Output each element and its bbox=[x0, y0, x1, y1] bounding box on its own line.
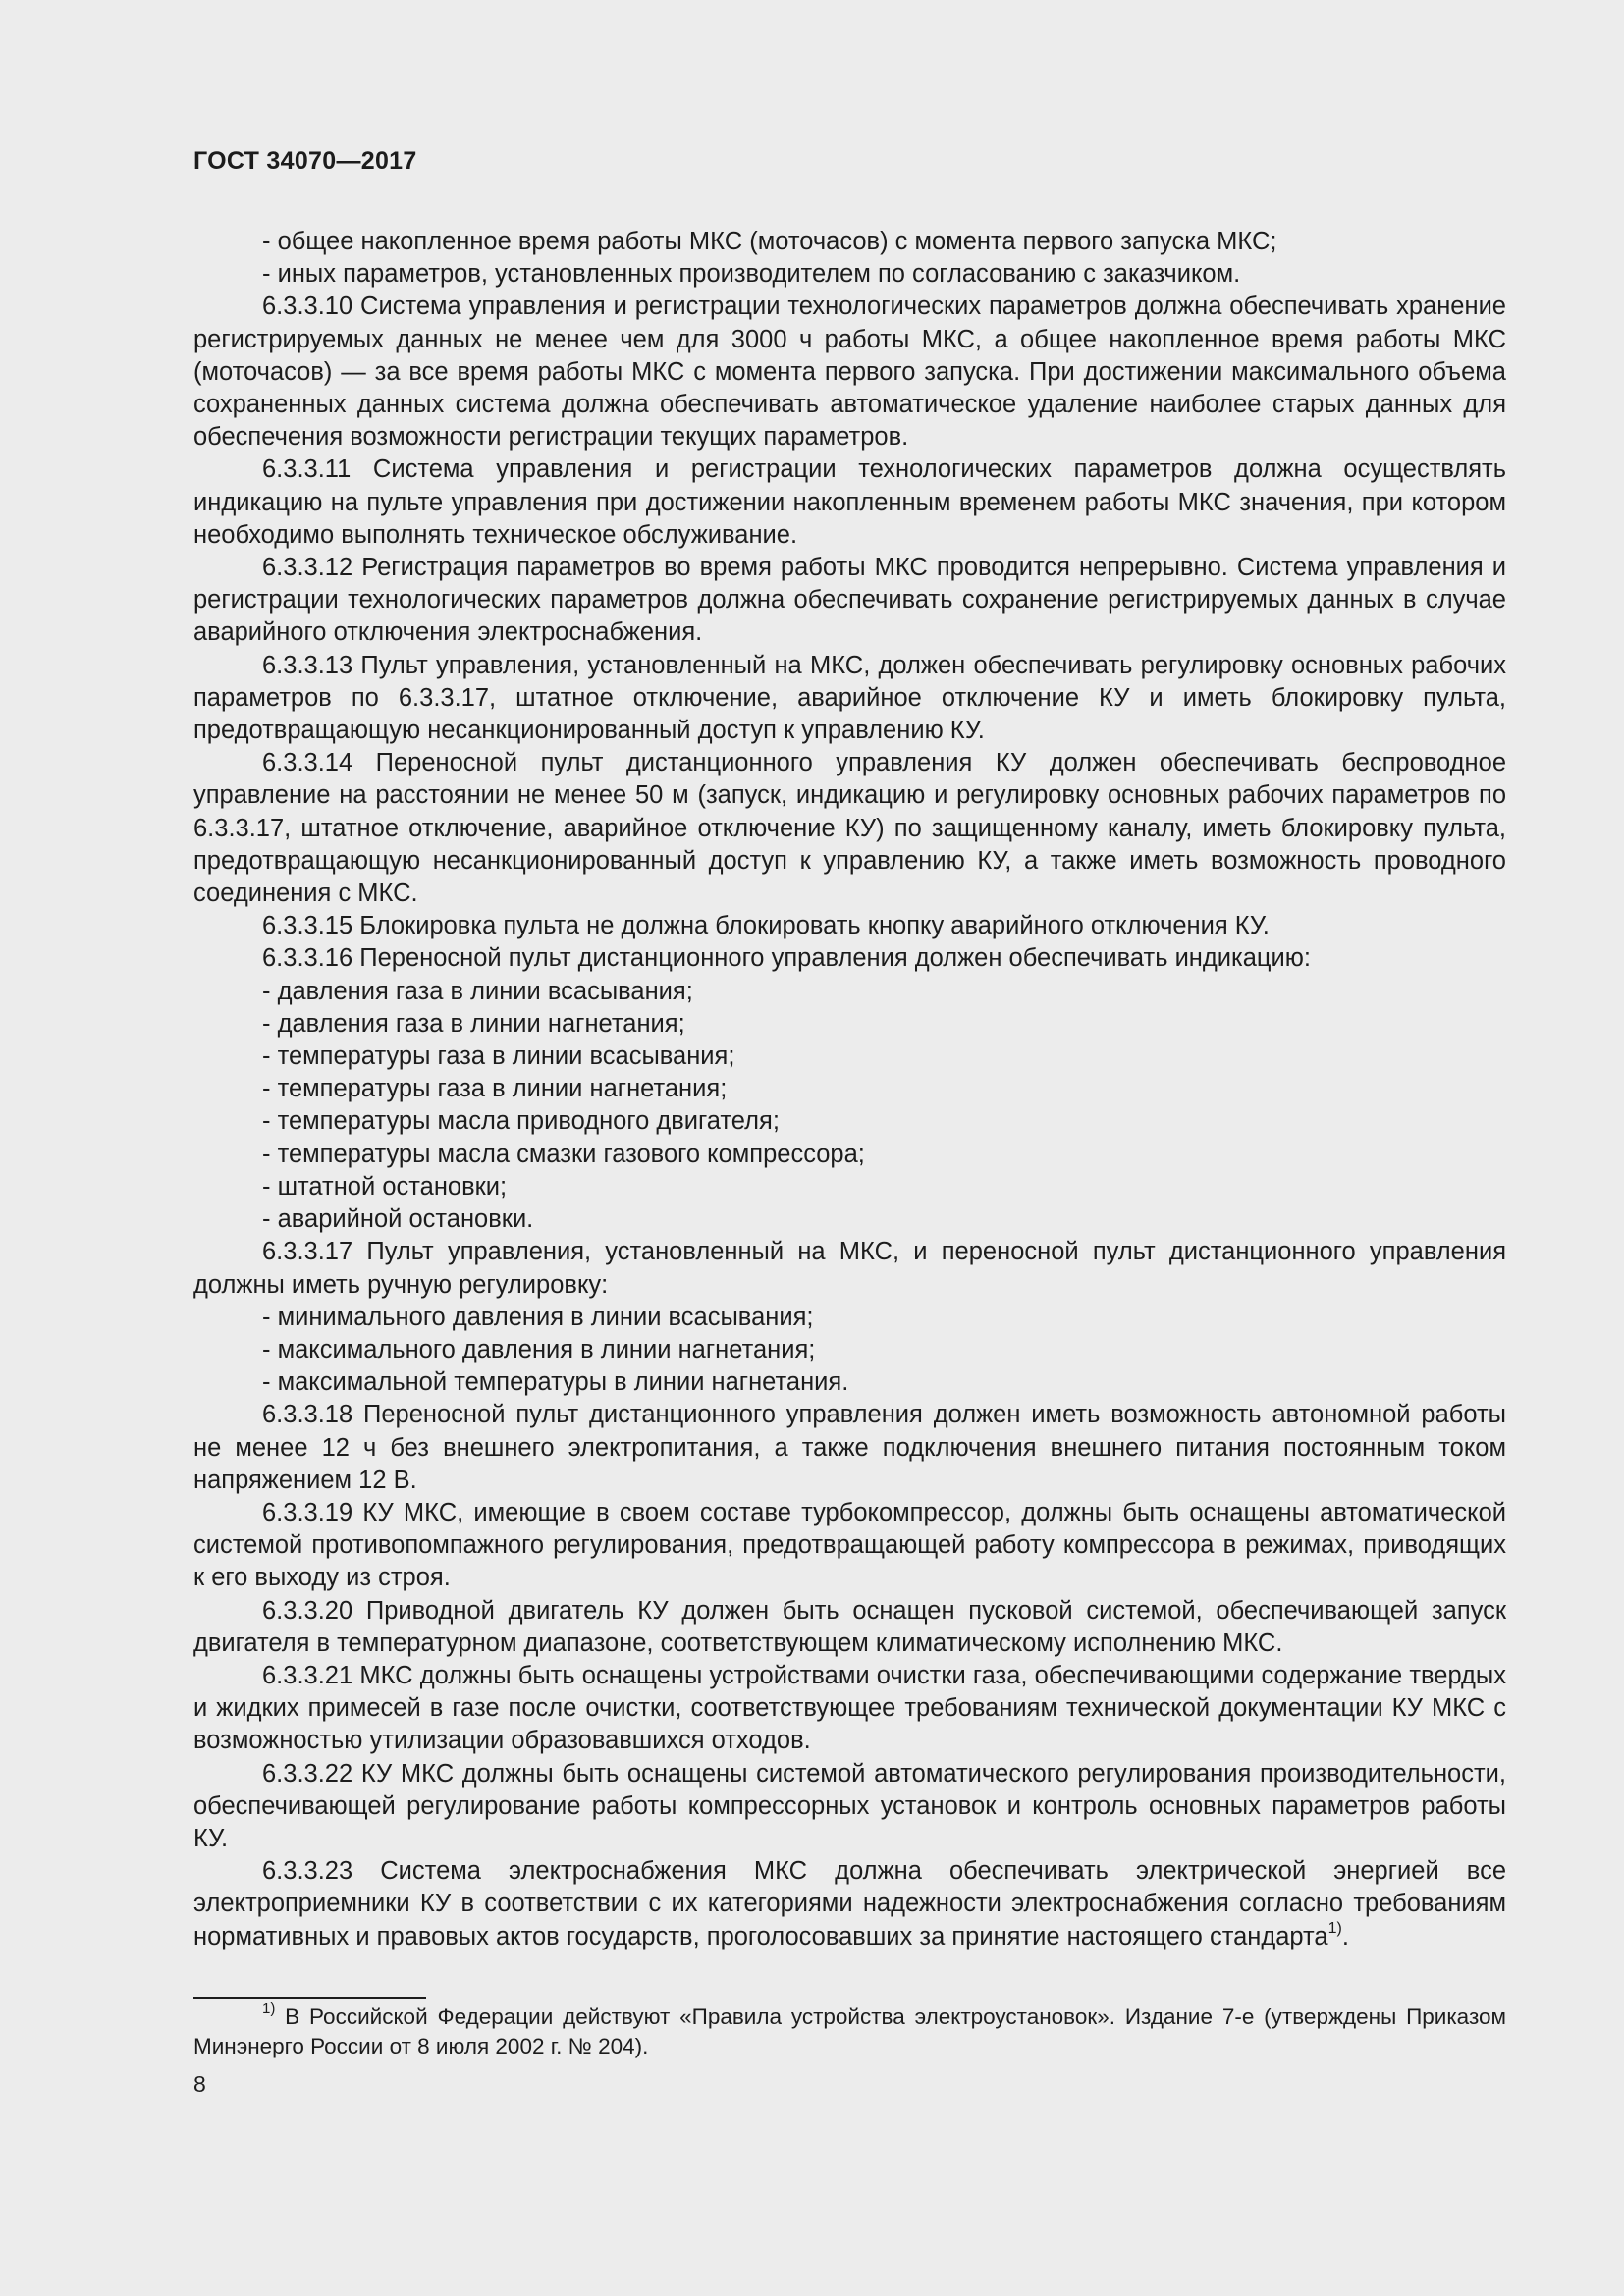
list-item: - температуры масла смазки газового компрессора; bbox=[262, 1140, 865, 1168]
paragraph: 6.3.3.12 Регистрация параметров во время работы МКС проводится непрерывно. Система управления и регистрации технологических параметров должна обеспечивать сохранение регистрируемых данных в случае аварийного отключения электроснабжения. bbox=[193, 554, 1506, 647]
paragraph: 6.3.3.22 КУ МКС должны быть оснащены системой автоматического регулирования производительности, обеспечивающей регулирование работы компрессорных установок и контроль основных параметров работы КУ. bbox=[193, 1759, 1506, 1852]
paragraph: 6.3.3.18 Переносной пульт дистанционного управления должен иметь возможность автономной работы не менее 12 ч без внешнего электропитания, а также подключения внешнего питания постоянным током напряжением 12 В. bbox=[193, 1401, 1506, 1494]
list-item: - температуры газа в линии всасывания; bbox=[262, 1042, 735, 1071]
list-item: - минимального давления в линии всасывания; bbox=[262, 1303, 814, 1331]
footnote-reference[interactable]: 1) bbox=[1327, 1920, 1342, 1938]
list-item: - давления газа в линии всасывания; bbox=[262, 977, 693, 1005]
footnote-mark: 1) bbox=[262, 2000, 276, 2017]
list-item: - штатной остановки; bbox=[262, 1172, 508, 1201]
document-body bbox=[193, 226, 1506, 1953]
paragraph-last bbox=[193, 1855, 1506, 1953]
paragraph: 6.3.3.17 Пульт управления, установленный на МКС, и переносной пульт дистанционного управления должны иметь ручную регулировку: bbox=[193, 1238, 1506, 1299]
paragraph-text: 6.3.3.23 Система электроснабжения МКС должна обеспечивать электрической энергией все электроприемники КУ в соответствии с их категориями надежности электроснабжения согласно требованиям нормативных и правовых актов государств, проголосовавших за принятие настоящего стандарта bbox=[193, 1857, 1506, 1950]
paragraph: 6.3.3.11 Система управления и регистрации технологических параметров должна осуществлять индикацию на пульте управления при достижении накопленным временем работы МКС значения, при котором необходимо выполнять техническое обслуживание. bbox=[193, 455, 1506, 549]
list-item: - аварийной остановки. bbox=[262, 1205, 534, 1234]
list-item: - максимального давления в линии нагнетания; bbox=[262, 1335, 816, 1363]
paragraph: 6.3.3.16 Переносной пульт дистанционного управления должен обеспечивать индикацию: bbox=[262, 944, 1311, 973]
footnote-text: В Российской Федерации действуют «Правила устройства электроустановок». Издание 7-е (утверждены Приказом Минэнерго России от 8 июля 2002 г. № 204). bbox=[193, 2004, 1506, 2058]
footnote-divider bbox=[193, 1997, 426, 1999]
paragraph: 6.3.3.19 КУ МКС, имеющие в своем составе турбокомпрессор, должны быть оснащены автоматической системой противопомпажного регулирования, предотвращающей работу компрессора в режимах, приводящих к его выходу из строя. bbox=[193, 1498, 1506, 1592]
paragraph: 6.3.3.21 МКС должны быть оснащены устройствами очистки газа, обеспечивающими содержание твердых и жидких примесей в газе после очистки, соответствующее требованиям технической документации КУ МКС с возможностью утилизации образовавшихся отходов. bbox=[193, 1661, 1506, 1755]
list-item: - иных параметров, установленных производителем по согласованию с заказчиком. bbox=[262, 260, 1241, 289]
list-item: - максимальной температуры в линии нагнетания. bbox=[262, 1368, 849, 1397]
list-item: - температуры масла приводного двигателя; bbox=[262, 1107, 780, 1136]
paragraph: 6.3.3.14 Переносной пульт дистанционного управления КУ должен обеспечивать беспроводное управление на расстоянии не менее 50 м (запуск, индикацию и регулировку основных рабочих параметров по 6.3.3.17, штатное отключение, аварийное отключение КУ) по защищенному каналу, иметь блокировку пульта, предотвращающую несанкционированный доступ к управлению КУ, а также иметь возможность проводного соединения с МКС. bbox=[193, 749, 1506, 908]
paragraph: 6.3.3.20 Приводной двигатель КУ должен быть оснащен пусковой системой, обеспечивающей запуск двигателя в температурном диапазоне, соответствующем климатическому исполнению МКС. bbox=[193, 1596, 1506, 1657]
list-item: - давления газа в линии нагнетания; bbox=[262, 1009, 685, 1038]
page-number: 8 bbox=[193, 2071, 206, 2097]
document-header: ГОСТ 34070—2017 bbox=[193, 147, 417, 175]
paragraph: 6.3.3.15 Блокировка пульта не должна блокировать кнопку аварийного отключения КУ. bbox=[262, 912, 1270, 940]
paragraph: 6.3.3.10 Система управления и регистрации технологических параметров должна обеспечивать хранение регистрируемых данных не менее чем для 3000 ч работы МКС, а общее накопленное время работы МКС (моточасов) — за все время работы МКС с момента первого запуска. При достижении максимального объема сохраненных данных система должна обеспечивать автоматическое удаление наиболее старых данных для обеспечения возможности регистрации текущих параметров. bbox=[193, 293, 1506, 452]
paragraph: 6.3.3.13 Пульт управления, установленный на МКС, должен обеспечивать регулировку основных рабочих параметров по 6.3.3.17, штатное отключение, аварийное отключение КУ и иметь блокировку пульта, предотвращающую несанкционированный доступ к управлению КУ. bbox=[193, 651, 1506, 745]
list-item: - общее накопленное время работы МКС (моточасов) с момента первого запуска МКС; bbox=[262, 228, 1277, 255]
list-item: - температуры газа в линии нагнетания; bbox=[262, 1075, 728, 1103]
footnote bbox=[193, 2002, 1506, 2061]
paragraph-end: . bbox=[1341, 1922, 1349, 1950]
